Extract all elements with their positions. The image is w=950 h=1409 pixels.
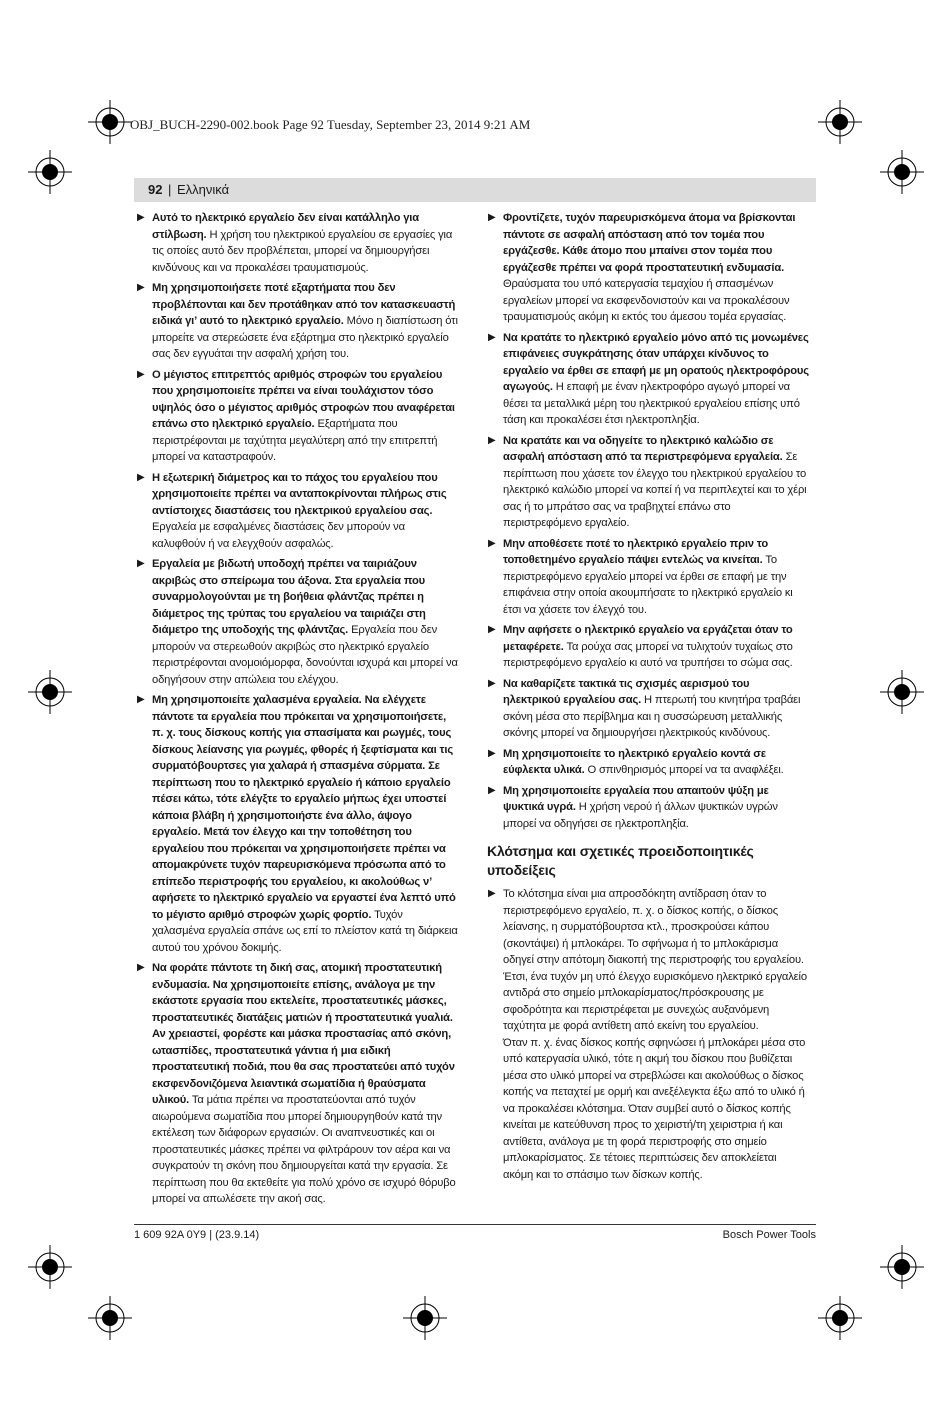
warning-bold: Αυτό το ηλεκτρικό εργαλείο δεν είναι κατάλληλο για στίλβωση. [152, 212, 419, 241]
bullet-arrow-icon: ▶ [137, 694, 145, 705]
warning-bold: Η εξωτερική διάμετρος και το πάχος του εργαλείου που χρησιμοποιείτε πρέπει να ανταποκρίνονται πλήρως στις αντίστοιχες διαστάσεις του ηλεκτρικού εργαλείου σας. [152, 471, 447, 517]
right-column [487, 210, 809, 1187]
page-header-bar [134, 178, 816, 202]
page-footer [134, 1224, 816, 1241]
print-header: OBJ_BUCH-2290-002.book Page 92 Tuesday, September 23, 2014 9:21 AM [130, 117, 531, 132]
warning-item [487, 433, 809, 532]
warning-text: Η πτερωτή του κινητήρα τραβάει σκόνη μέσα στο περίβλημα και η συσσώρευση μεταλλικής σκόνης μπορεί να δημιουργήσει ηλεκτρικούς κινδύνους. [503, 694, 801, 739]
kickback-paragraph: Το κλότσημα είναι μια απροσδόκητη αντίδραση όταν το περιστρεφόμενο εργαλείο, π. χ. ο δίσκος κοπής, ο δίσκος λείανσης, η συρματόβουρτσα κτλ., προσκρούσει κάπου (σκοντάψει) ή μπλοκάρει. Το σφήνωμα ή το μπλοκάρισμα οδηγεί στην απότομη διακοπή της περιστροφής του εργαλείου. [503, 888, 804, 966]
warning-bold: Μη χρησιμοποιείτε χαλασμένα εργαλεία. Να ελέγχετε πάντοτε τα εργαλεία που πρόκειται να χρησιμοποιήσετε, π. χ. τους δίσκους κοπής για σπασίματα και ρωγμές, τους δίσκους λείανσης για ρωγμές, φθορές ή ξεφτίσματα και τις συρματόβουρτσες για χαλαρά ή σπασμένα σύρματα. Σε περίπτωση που το ηλεκτρικό εργαλείο ή κάποιο εργαλείο πέσει κάτω, τότε ελέγξτε το εργαλείο μήπως έχει υποστεί κάποια βλάβη ή χρησιμοποιήστε ένα άλλο, άψογο εργαλείο. Μετά τον έλεγχο και την τοποθέτηση του εργαλείου που πρόκειται να χρησιμοποιήσετε πρέπει να απομακρύνετε τυχόν παρευρισκόμενα πρόσωπα από το επίπεδο περιστροφής του εργαλείου, κι ακολούθως ν’ αφήσετε το ηλεκτρικό εργαλείο να εργαστεί ένα λεπτό υπό το μέγιστο αριθμό στροφών χωρίς φορτίο. [152, 694, 456, 921]
registration-mark-top-left [88, 100, 132, 144]
warning-text: Το περιστρεφόμενο εργαλείο μπορεί να έρθει σε επαφή με την επιφάνεια στην οποία ακουμπήσατε το ηλεκτρικό εργαλείο κι έτσι να χάσετε τον έλεγχό του. [503, 554, 793, 616]
bullet-arrow-icon: ▶ [137, 962, 145, 973]
warning-text: Η χρήση νερού ή άλλων ψυκτικών υγρών μπορεί να οδηγήσει σε ηλεκτροπληξία. [503, 801, 778, 830]
registration-mark-right-top [880, 150, 924, 194]
registration-mark-right-middle [880, 670, 924, 714]
warning-item [487, 536, 809, 619]
warning-text: Τυχόν χαλασμένα εργαλεία σπάνε ως επί το πλείστον κατά τη διάρκεια αυτού του χρόνου δοκιμής. [152, 908, 458, 954]
warning-bold: Μη χρησιμοποιείτε εργαλεία που απαιτούν ψύξη με ψυκτικά υγρά. [503, 784, 769, 813]
warning-bold: Να φοράτε πάντοτε τη δική σας, ατομική προστατευτική ενδυμασία. Να χρησιμοποιείτε επίσης, ανάλογα με την εκάστοτε εργασία που εκτελείτε, προστατευτικές μάσκες, προστατευτικές διατάξεις ματιών ή προστατευτικά γυαλιά. Αν χρειαστεί, φορέστε και μάσκα προστασίας από σκόνη, ωτασπίδες, προστατευτικά γάντια ή μια ειδική προστατευτική ποδιά, που θα σας προστατεύει από τυχόν εκσφενδονιζόμενα λειαντικά σωματίδια ή θραύσματα υλικού. [152, 962, 455, 1106]
registration-mark-bottom-left [88, 1296, 132, 1340]
kickback-paragraph: Όταν π. χ. ένας δίσκος κοπής σφηνώσει ή μπλοκάρει μέσα στο υπό κατεργασία υλικό, τότε η ακμή του δίσκου που βυθίζεται μέσα στο υλικό μπορεί να στρεβλώσει και ακολούθως ο δίσκος κοπής να πεταχτεί με ορμή και ανεξέλεγκτα έξω από το υλικό ή να προκαλέσει κλότσημα. Όταν συμβεί αυτό ο δίσκος κοπής κινείται με κατεύθυνση προς το χειριστή/τη χειριστρια ή και αντίθετα, ανάλογα με τη φορά περιστροφής στο σημείο μπλοκαρίσματος. Σε τέτοιες περιπτώσεις δεν αποκλείεται ακόμη και το σπάσιμο των δίσκων κοπής. [503, 1036, 806, 1181]
warning-bold: Μην αφήσετε ο ηλεκτρικό εργαλείο να εργάζεται όταν το μεταφέρετε. [503, 624, 793, 653]
warning-text: Ο σπινθηρισμός μπορεί να τα αναφλέξει. [584, 764, 784, 776]
warning-item [487, 676, 809, 742]
warning-text: Εργαλεία που δεν μπορούν να στερεωθούν ακριβώς στο ηλεκτρικό εργαλείο περιστρέφονται ανομοιόμορφα, δονούνται ισχυρά και μπορεί να οδηγήσουν στην απώλεια του ελέγχου. [152, 624, 458, 686]
warning-item [487, 622, 809, 672]
kickback-item [487, 886, 809, 1183]
warning-item [487, 210, 809, 326]
warning-item [136, 210, 458, 276]
bullet-arrow-icon: ▶ [488, 331, 496, 343]
registration-mark-right-bottom [880, 1245, 924, 1289]
kickback-paragraph: Έτσι, ένα τυχόν μη υπό έλεγχο ευρισκόμενο ηλεκτρικό εργαλείο αντιδρά στο σημείο μπλοκαρίσματος/πρόσκρουσης με σφοδρότητα και περιστρέφεται με συνεχώς αυξανόμενη ταχύτητα με φορά αντίθετη από εκείνη του εργαλείου. [503, 970, 807, 1032]
footer-doc-code: 1 609 92A 0Y9 | (23.9.14) [134, 1229, 260, 1241]
warning-item [487, 330, 809, 429]
bullet-arrow-icon: ▶ [488, 677, 496, 689]
registration-mark-left-top [28, 150, 72, 194]
footer-brand: Bosch Power Tools [722, 1229, 816, 1241]
warning-text: Σε περίπτωση που χάσετε τον έλεγχο του ηλεκτρικού εργαλείου το ηλεκτρικό καλώδιο μπορεί να κοπεί ή να περιπλεχτεί και το χέρι σας ή το μπράτσο σας να τραβηχτεί επάνω στο περιστρεφόμενο εργαλείο. [503, 451, 807, 529]
warning-text: Τα ρούχα σας μπορεί να τυλιχτούν τυχαίως στο περιστρεφόμενο εργαλείο κι αυτό να τρυπήσει το σώμα σας. [503, 640, 793, 669]
warning-item [487, 746, 809, 779]
warning-bold: Να κρατάτε και να οδηγείτε το ηλεκτρικό καλώδιο σε ασφαλή απόσταση από τα περιστρεφόμενα εργαλεία. [503, 434, 783, 463]
warning-bold: Εργαλεία με βιδωτή υποδοχή πρέπει να ταιριάζουν ακριβώς στο σπείρωμα του άξονα. Στα εργαλεία που συναρμολογούνται με τη βοήθεια φλάντζας πρέπει η διάμετρος της τρύπας του εργαλείου να ταιριάζει στη διάμετρο της υποδοχής της φλάντζας. [152, 558, 426, 636]
warning-bold: Να καθαρίζετε τακτικά τις σχισμές αερισμού του ηλεκτρικού εργαλείου σας. [503, 677, 750, 706]
warning-text: Η επαφή με έναν ηλεκτροφόρο αγωγό μπορεί να θέσει τα μεταλλικά μέρη του ηλεκτρικού εργαλείου επίσης υπό τάση και προκαλέσει έτσι ηλεκτροπληξία. [503, 381, 800, 426]
registration-mark-left-bottom [28, 1245, 72, 1289]
bullet-arrow-icon: ▶ [137, 212, 145, 223]
registration-mark-left-middle [28, 670, 72, 714]
registration-mark-bottom-right [818, 1296, 862, 1340]
warning-bold: Φροντίζετε, τυχόν παρευρισκόμενα άτομα να βρίσκονται πάντοτε σε ασφαλή απόσταση από τον τομέα που εργάζεσθε. Κάθε άτομο που μπαίνει στον τομέα που εργάζεσθε πρέπει να φορά προστατευτική ενδυμασία. [503, 212, 796, 274]
bullet-arrow-icon: ▶ [488, 747, 496, 759]
bullet-arrow-icon: ▶ [488, 434, 496, 446]
warning-item [136, 556, 458, 688]
warning-item [136, 692, 458, 956]
left-column [136, 210, 458, 1212]
warning-item [136, 470, 458, 553]
warning-bold: Να κρατάτε το ηλεκτρικό εργαλείο μόνο από τις μονωμένες επιφάνειες συγκράτησης όταν υπάρχει κίνδυνος το εργαλείο να έρθει σε επαφή με μη ορατούς ηλεκτροφόρους αγωγούς. [503, 331, 809, 393]
bullet-arrow-icon: ▶ [488, 537, 496, 549]
bullet-arrow-icon: ▶ [137, 368, 145, 380]
registration-mark-bottom-center [403, 1296, 447, 1340]
warning-bold: Ο μέγιστος επιτρεπτός αριθμός στροφών του εργαλείου που χρησιμοποιείτε πρέπει να είναι τουλάχιστον τόσο υψηλός όσο ο μέγιστος αριθμός στροφών που αναφέρεται επάνω στο ηλεκτρικό εργαλείο. [152, 368, 455, 430]
header-language: Ελληνικά [177, 182, 230, 197]
page-number: 92 [148, 182, 163, 197]
warning-bold: Μην αποθέσετε ποτέ το ηλεκτρικό εργαλείο πριν το τοποθετημένο εργαλείο πάψει εντελώς να κινείται. [503, 537, 769, 566]
warning-text: Τα μάτια πρέπει να προστατεύονται από τυχόν αιωρούμενα σωματίδια που μπορεί δημιουργηθούν κατά την εκτέλεση των διάφορων εργασιών. Οι αναπνευστικές και οι προστατευτικές μάσκες πρέπει να φιλτράρουν τον αέρα και να συγκρατούν τη σκόνη που δημιουργείται κατά την εργασία. Σε περίπτωση που θα εκτεθείτε για πολύ χρόνο σε ισχυρό θόρυβο μπορεί να απωλέσετε την ακοή σας. [152, 1094, 456, 1205]
warning-text: Θραύσματα του υπό κατεργασία τεμαχίου ή σπασμένων εργαλείων μπορεί να εκσφενδονιστούν και να προκαλέσουν τραυματισμούς ακόμη κι εκτός του άμεσου τομέα εργασίας. [503, 278, 790, 323]
bullet-arrow-icon: ▶ [488, 784, 496, 796]
bullet-arrow-icon: ▶ [488, 888, 496, 899]
bullet-arrow-icon: ▶ [137, 558, 145, 569]
warning-text: Η χρήση του ηλεκτρικού εργαλείου σε εργασίες για τις οποίες αυτό δεν προβλέπεται, μπορεί να δημιουργήσει κινδύνους και να προκαλέσει τραυματισμούς. [152, 228, 453, 274]
bullet-arrow-icon: ▶ [488, 212, 496, 223]
bullet-arrow-icon: ▶ [137, 471, 145, 483]
warning-item [487, 783, 809, 833]
warning-bold: Μη χρησιμοποιείτε το ηλεκτρικό εργαλείο κοντά σε εύφλεκτα υλικά. [503, 747, 766, 776]
registration-mark-top-right [818, 100, 862, 144]
warning-bold: Μη χρησιμοποιήσετε ποτέ εξαρτήματα που δεν προβλέπονται και δεν προτάθηκαν από τον κατασκευαστή ειδικά γι’ αυτό το ηλεκτρικό εργαλείο. [152, 282, 456, 327]
bullet-arrow-icon: ▶ [137, 282, 145, 293]
header-separator: | [168, 182, 172, 197]
warning-item [136, 960, 458, 1208]
bullet-arrow-icon: ▶ [488, 624, 496, 635]
warning-text: Μόνο η διαπίστωση ότι μπορείτε να στερεώσετε ένα εξάρτημα στο ηλεκτρικό εργαλείο σας δεν εγγυάται την ασφαλή χρήση του. [152, 315, 458, 360]
section-title: Κλότσημα και σχετικές προειδοποιητικές υποδείξεις [487, 843, 754, 878]
warning-item [136, 280, 458, 363]
warning-text: Εξαρτήματα που περιστρέφονται με ταχύτητα μεγαλύτερη από την επιτρεπτή μπορεί να καταστραφούν. [152, 418, 438, 463]
warning-item [136, 367, 458, 466]
warning-text: Εργαλεία με εσφαλμένες διαστάσεις δεν μπορούν να καλυφθούν ή να ελεγχθούν ασφαλώς. [152, 521, 405, 550]
